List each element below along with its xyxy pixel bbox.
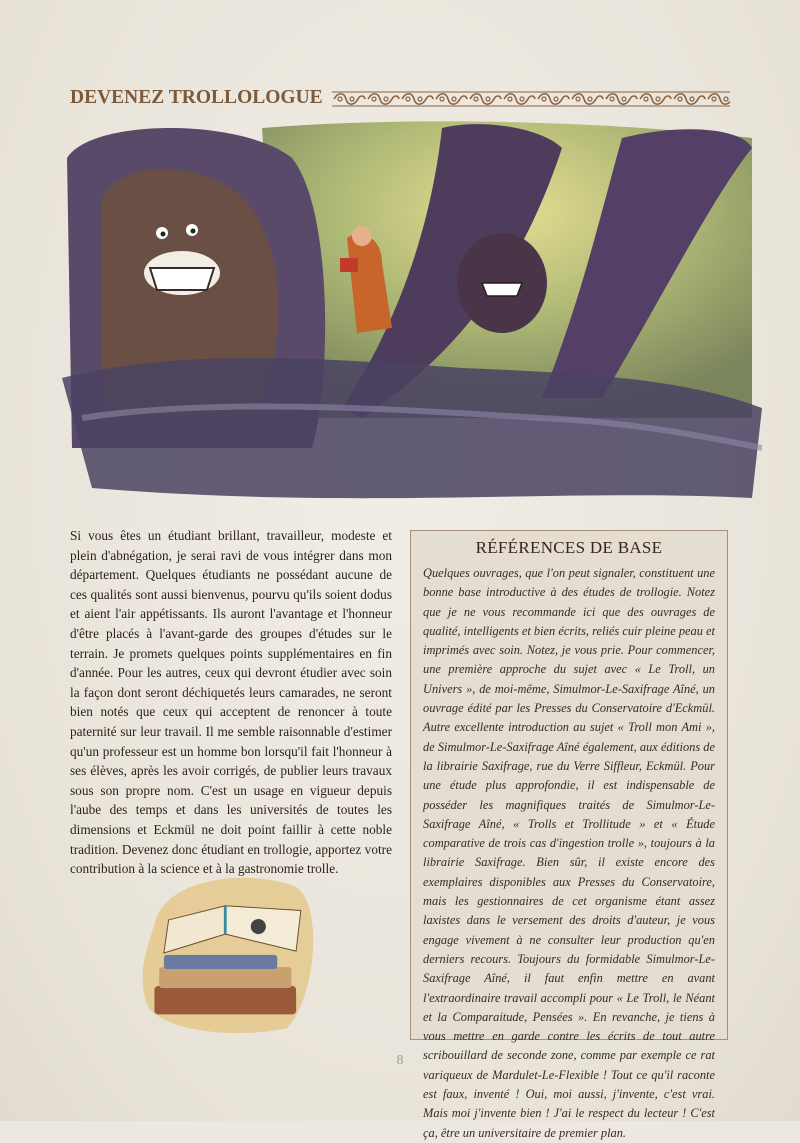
troll-forest-illustration [62, 118, 762, 510]
open-books-illustration [130, 868, 330, 1038]
references-paragraph: Quelques ouvrages, que l'on peut signaler, constituent une bonne base introductive à des études de trollogie. Notez que je ne vous recommande ici que des ouvrages de qualité, intelligents et bien écrits, reliés cuir pleine peau et imprimés avec soin. Notez, je vous prie. Pour commencer, une première approche du sujet avec « Le Troll, un Univers », de moi-même, Simulmor-Le-Saxifrage Aîné, un ouvrage édité par les Presses du Conservatoire d'Eckmül. Autre excellente introduction au sujet « Troll mon Ami », de Simulmor-Le-Saxifrage Aîné également, aux éditions de la librairie Saxifrage, rue du Verre Siffleur, Eckmül. Pour une étude plus approfondie, il est indispensable de posséder les magnifiques traités de Simulmor-Le-Saxifrage Aîné, « Trolls et Trollitude » et « Étude comparative de trois cas d'ingestion trolle », toujours à la librairie Saxifrage. Bien sûr, il existe encore des exemplaires disponibles aux Presses du Conservatoire, mais les gestionnaires de cet organisme étant assez laxistes dans le versement des droits d'auteur, je vous engage vivement à ne consulter leur production qu'en derniers recours. Toujours du formidable Simulmor-Le-Saxifrage Aîné, il faut enfin mettre en avant l'extraordinaire travail accompli pour « Le Troll, le Néant et la Comparaitude, Pensées ». En revanche, je tiens à vous mettre en garde contre les écrits de tout autre scribouillard de seconde zone, comme par exemple ce rat variqueux de Mardulet-Le-Flexible ! Tout ce qu'il raconte est faux, inventé ! Oui, moi aussi, j'invente, c'est vrai. Mais moi j'invente bien ! J'ai le respect du lecteur ! C'est ça, être un universitaire de premier plan. [423, 566, 715, 1140]
references-heading: RÉFÉRENCES DE BASE [475, 538, 663, 557]
decorative-border-ornament [332, 90, 730, 108]
page-number: 8 [396, 1053, 404, 1068]
intro-paragraph: Si vous êtes un étudiant brillant, travailleur, modeste et plein d'abnégation, je serai ravi de vous intégrer dans mon département. Quelques étudiants ne possédant aucune de ces qualités sont aussi bienvenus, pourvu qu'ils soient dodus et aient l'air appétissants. Ils auront l'avantage et l'honneur d'être placés à l'avant-garde des groupes d'études sur le terrain. Je promets quelques points supplémentaires en fin d'année. Pour les autres, ceux qui devront étudier avec soin la façon dont seront déchiquetés leurs camarades, ne seront bien notés que ceux qui acceptent de renoncer à toute paternité sur leur travail. Il me semble raisonnable d'estimer qu'un professeur est un homme bon lorsqu'il fait l'honneur à ses élèves, après les avoir corrigés, de publier leurs travaux sous son propre nom. C'est un usage en vigueur depuis l'aube des temps et dans les universités de toutes les dimensions et Eckmül ne doit point faillir à cette noble tradition. Devenez donc étudiant en trollogie, apportez votre contribution à la science et à la gastronomie trolle. [70, 528, 392, 877]
references-sidebar-box [410, 530, 728, 1140]
page-title: DEVENEZ TROLLOLOGUE [70, 87, 323, 108]
